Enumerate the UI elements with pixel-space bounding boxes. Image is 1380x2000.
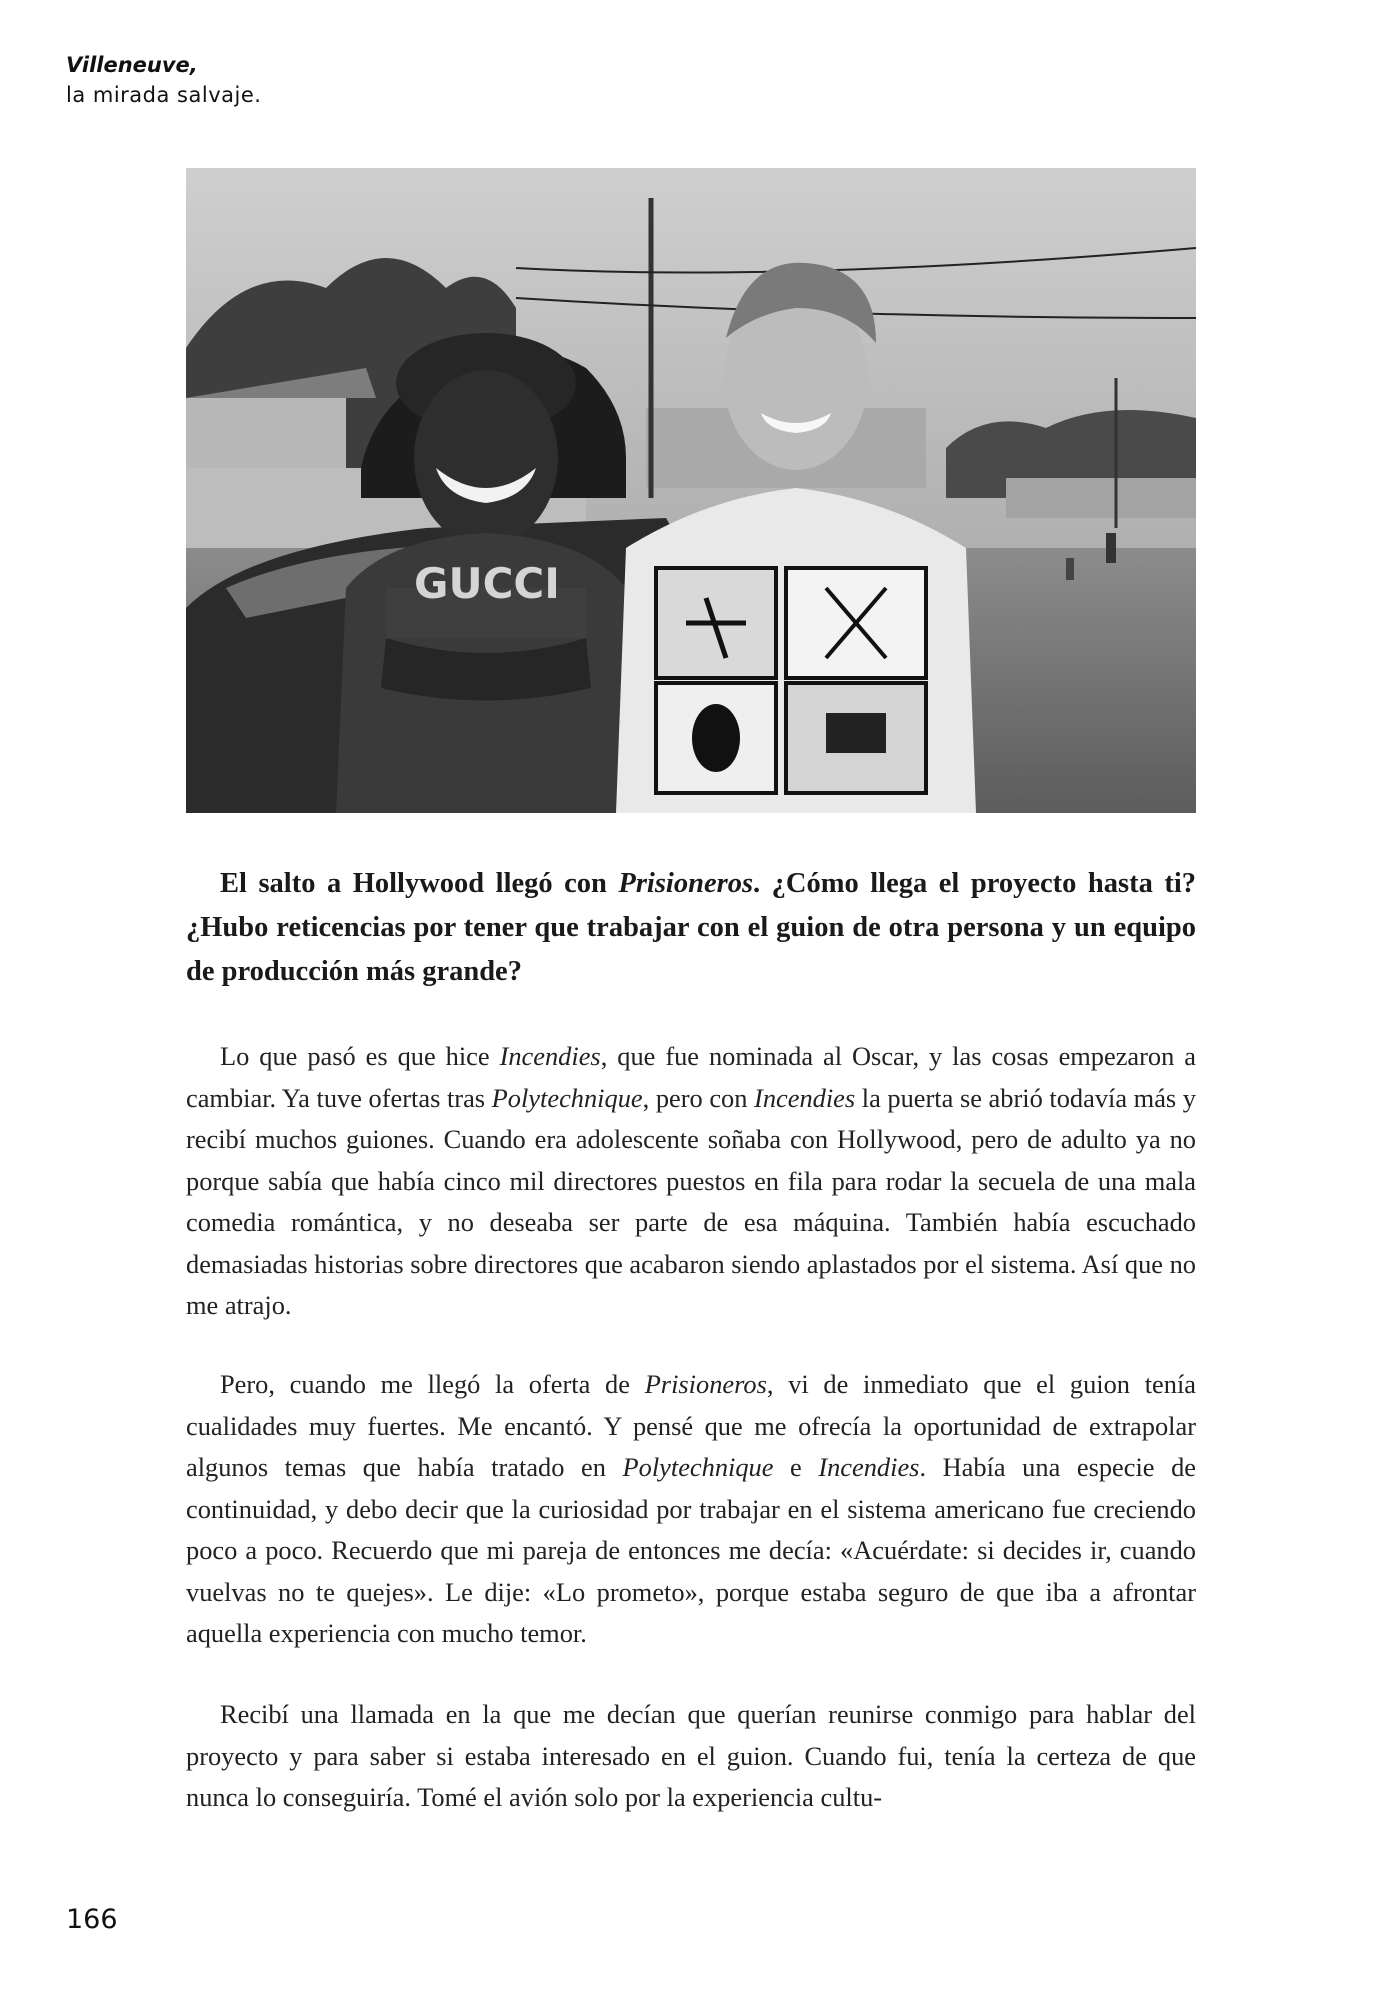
film-title: Incendies <box>499 1041 601 1071</box>
shirt-print: GUCCI <box>414 559 560 608</box>
paragraph-text: Lo que pasó es que hice <box>220 1041 500 1071</box>
film-title: Incendies <box>754 1082 856 1113</box>
paragraph-text: , pero con <box>642 1082 755 1113</box>
question-text: El salto a Hollywood llegó con <box>220 868 619 899</box>
paragraph-text: , vi de inmediato que el guion tenía cualidades muy fuertes. Me encantó. Y pensé que me ofrecía la oportunidad de extrapolar algunos temas que había tratado en <box>186 1369 1196 1482</box>
photograph <box>186 168 1196 813</box>
paragraph-text: . Había una especie de continuidad, y debo decir que la curiosidad por trabajar en el sistema americano fue creciendo poco a poco. Recuerdo que mi pareja de entonces me decía: «Acuérdate: si decides ir, cuando vuelvas no te quejes». Le dije: «Lo prometo», porque estaba seguro de que iba a afrontar aquella experiencia con mucho temor. <box>186 1452 1196 1648</box>
answer-paragraph <box>186 1036 1196 1327</box>
book-title: Villeneuve, <box>66 53 198 77</box>
page-number: 166 <box>66 1904 118 1935</box>
film-title: Incendies <box>818 1452 920 1482</box>
film-title: Polytechnique <box>622 1452 774 1482</box>
paragraph-text: e <box>773 1452 819 1482</box>
paragraph-text: la puerta se abrió todavía más y recibí muchos guiones. Cuando era adolescente soñaba con Hollywood, pero de adulto ya no porque sabía que había cinco mil directores puestos en fila para rodar la secuela de una mala comedia romántica, y no deseaba ser parte de esa máquina. También había escuchado demasiadas historias sobre directores que acabaron siendo aplastados por el sistema. Así que no me atrajo. <box>186 1082 1196 1320</box>
paragraph-text: Pero, cuando me llegó la oferta de <box>220 1369 645 1399</box>
question-text: . ¿Cómo llega el proyecto hasta ti? ¿Hubo reticencias por tener que trabajar con el guion de otra persona y un equipo de producción más grande? <box>186 868 1196 987</box>
answer-paragraph <box>186 1694 1196 1819</box>
book-subtitle: la mirada salvaje. <box>66 83 262 107</box>
film-title: Prisioneros <box>618 868 754 899</box>
running-head <box>66 50 261 110</box>
paragraph-text: , que fue nominada al Oscar, y las cosas empezaron a cambiar. Ya tuve ofertas tras <box>186 1041 1196 1113</box>
film-title: Prisioneros <box>644 1369 767 1399</box>
answer-paragraph <box>186 1364 1196 1655</box>
film-title: Polytechnique <box>491 1082 643 1113</box>
paragraph-text: Recibí una llamada en la que me decían que querían reunirse conmigo para hablar del proyecto y para saber si estaba interesado en el guion. Cuando fui, tenía la certeza de que nunca lo conseguiría. Tomé el avión solo por la experiencia cultu- <box>186 1699 1196 1812</box>
interview-question <box>186 862 1196 994</box>
